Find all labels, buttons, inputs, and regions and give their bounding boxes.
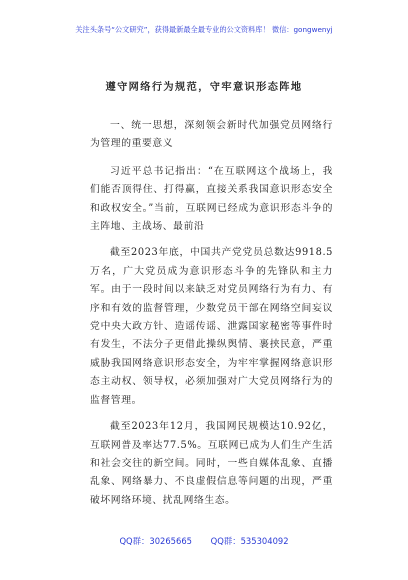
footer-contact xyxy=(0,535,408,547)
section-heading-paragraph: 一、统一思想，深刻领会新时代加强党员网络行为管理的重要意义 xyxy=(90,120,333,150)
footer-qq-group-1[interactable]: QQ群：30265665 xyxy=(119,536,192,546)
body-paragraph-netizens: 截至2023年12月，我国网民规模达10.92亿，互联网普及率达77.5%。互联网已成为人们生产生活和社会交往的新空间。同时，一些自媒体乱象、直播乱象、网络暴力、不良虚假信息等问题的出现，严重破坏网络环境、扰乱网络生态。 xyxy=(90,421,333,506)
body-paragraph-party-members: 截至2023年底，中国共产党党员总数达9918.5万名，广大党员成为意识形态斗争的先锋队和主力军。由于一段时间以来缺乏对党员网络行为有力、有序和有效的监督管理，少数党员干部在网络空间妄议党中央大政方针、造谣传谣、泄露国家秘密等事件时有发生，不法分子更借此操纵舆情、裹挟民意，严重威胁我国网络意识形态安全，为牢牢掌握网络意识形态主动权、领导权，必须加强对广大党员网络行为的监督管理。 xyxy=(90,247,333,406)
body-paragraph-quote: 习近平总书记指出：“在互联网这个战场上，我们能否顶得住、打得赢，直接关系我国意识形态安全和政权安全。”当前，互联网已经成为意识形态斗争的主阵地、主战场、最前沿 xyxy=(90,165,333,233)
document-body xyxy=(90,117,333,518)
header-promo-banner[interactable]: 关注头条号“公文研究”，获得最新最全最专业的公文资料库！ 微信：gongwenyj xyxy=(75,25,333,34)
document-title: 遵守网络行为规范，守牢意识形态阵地 xyxy=(105,81,303,93)
footer-qq-group-2[interactable]: QQ群：535304092 xyxy=(210,536,289,546)
